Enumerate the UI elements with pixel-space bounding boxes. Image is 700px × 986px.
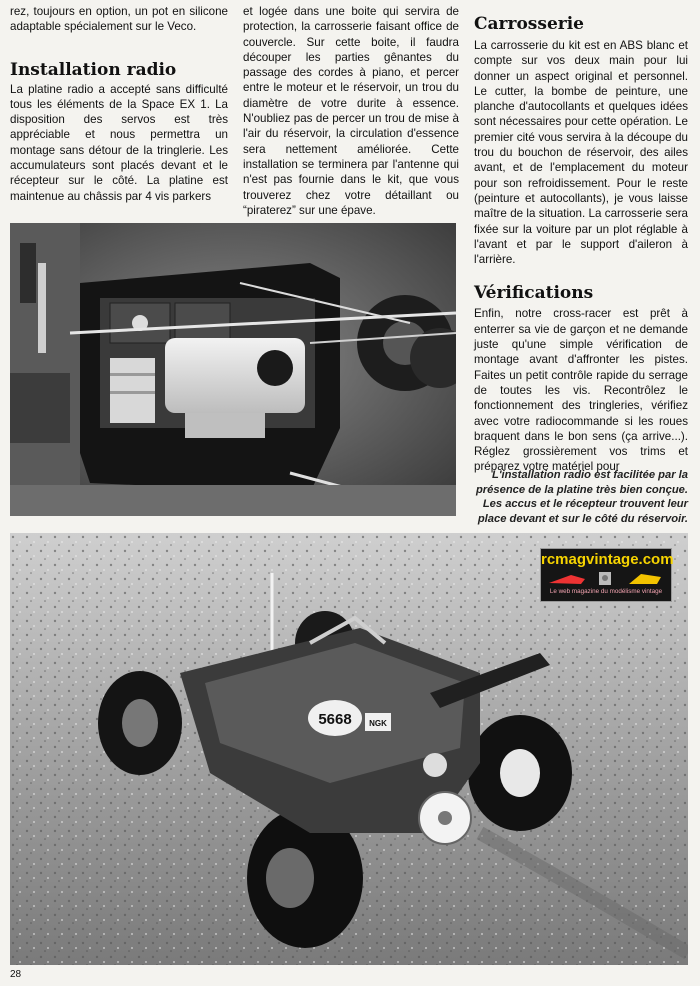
column-3 bbox=[474, 14, 688, 475]
car-number: 5668 bbox=[318, 711, 352, 728]
logo-models-icon bbox=[541, 569, 671, 587]
col1-intro: rez, toujours en option, un pot en silicone adaptable spécialement sur le Veco. bbox=[10, 5, 228, 34]
heading-verifications: Vérifications bbox=[474, 283, 594, 304]
logo-tagline: Le web magazine du modélisme vintage bbox=[549, 588, 663, 595]
col3-body-2: Enfin, notre cross-racer est prêt à enterrer sa vie de garçon et ne demande juste qu'une simple vérification de montage avant d'affronter les pistes. Faites un petit contrôle rapide du serrage de toutes les vis. Recontrôlez le fonctionnement des tringleries, vérifiez avec votre radiocommande si les roues braquent dans le bon sens (ça arrive...). Réglez grossièrement vos trims et préparez votre matériel pour bbox=[474, 307, 688, 474]
col1-body: La platine radio a accepté sans difficulté tous les éléments de la Space EX 1. La disposition des servos est très appréciable et nous permettra un montage sans détour de la tringlerie. Les accumulateurs sont placés devant et le récepteur sur le côté. La platine est maintenue au châssis par 4 vis parkers bbox=[10, 82, 228, 203]
page-number: 28 bbox=[10, 969, 22, 980]
col3-body-1: La carrosserie du kit est en ABS blanc et compte sur vos deux main pour lui donner un aspect original et personnel. Le cutter, la bombe de peinture, une planche d'autocollants et quelques idées sont nécessaires pour cette opération. Le premier cité vous servira à la découpe du trou du bouchon de réservoir, des ailes avant, et de l'emplacement du moteur pour son refroidissement. Pour le reste (peinture et autocollants), je vous laisse maître de la situation. La carrosserie sera fixée sur la voiture par un plot réglable à l'avant et par le support d'aileron à l'arrière. bbox=[474, 39, 688, 267]
sponsor-sticker: NGK bbox=[369, 719, 387, 728]
column-1 bbox=[10, 4, 228, 204]
logo-name: rcmagvintage.com bbox=[541, 551, 674, 568]
radio-installation-photo bbox=[10, 223, 456, 516]
heading-carrosserie: Carrosserie bbox=[474, 14, 584, 34]
photo-caption: L'installation radio est facilitée par la présence de la platine très bien conçue. Les accus et le récepteur trouvent leur place devant et sur le côté du réservoir. bbox=[475, 469, 688, 525]
column-2 bbox=[243, 4, 459, 218]
heading-installation-radio: Installation radio bbox=[10, 59, 177, 80]
col2-body: et logée dans une boite qui servira de protection, la carrosserie faisant office de couvercle. Sur cette boite, il faudra découper les parties gênantes du passage des cordes à piano, et percer entre le moteur et le réservoir, un trou du diamètre de votre durite à essence. N'oubliez pas de percer un trou de mise à l'air du réservoir, la circulation d'essence sera nettement améliorée. Cette installation se terminera par l'antenne qui n'est pas fournie dans le kit, que vous trouverez chez votre détaillant ou “piraterez” sur une épave. bbox=[243, 5, 459, 217]
rcmagvintage-logo bbox=[540, 548, 672, 602]
